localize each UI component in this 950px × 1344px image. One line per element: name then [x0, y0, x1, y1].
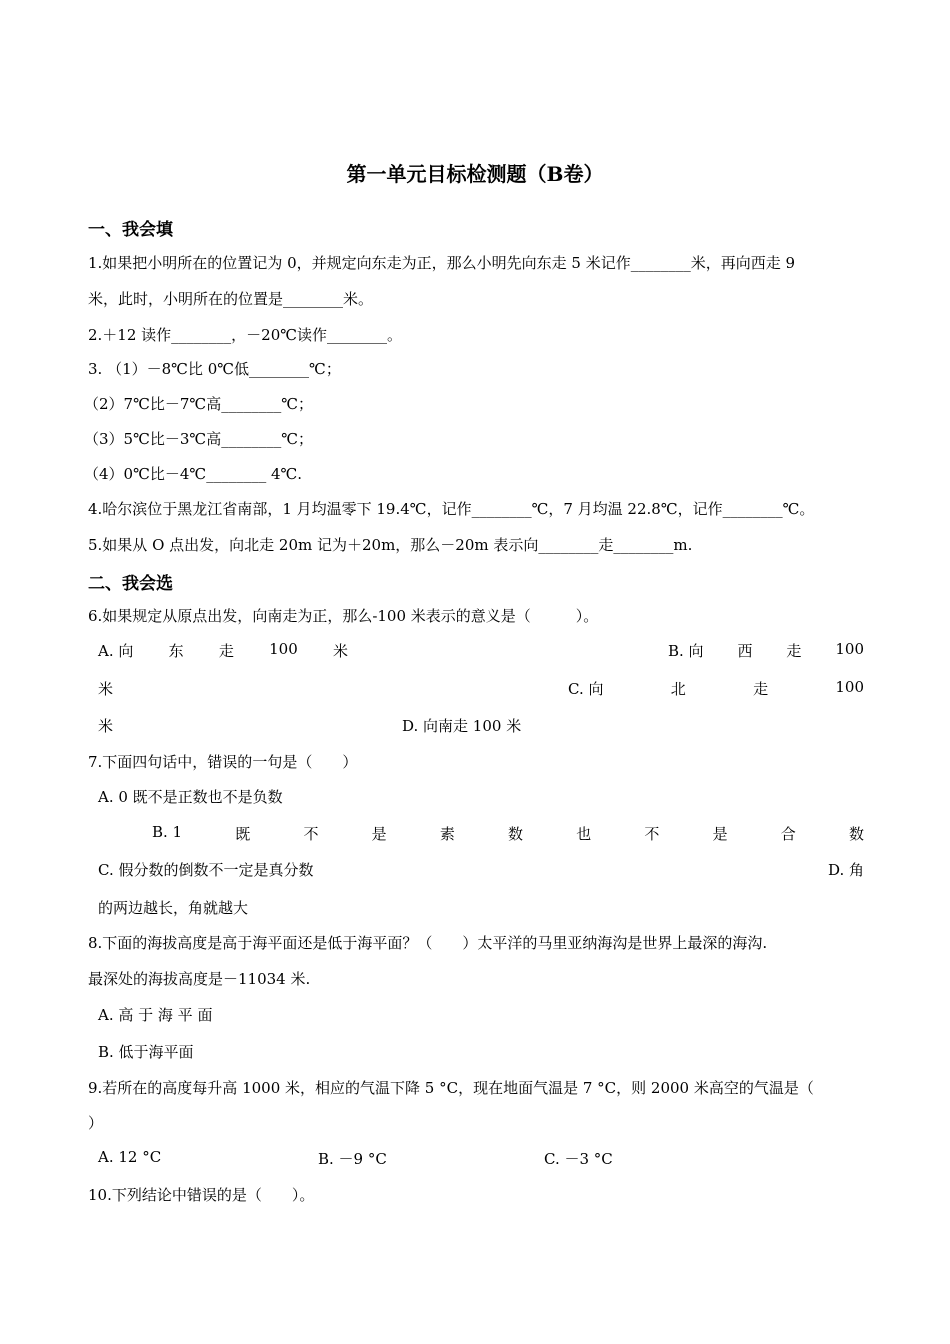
- q9-line1: 9.若所在的高度每升高 1000 米，相应的气温下降 5 °C，现在地面气温是 7 °C，则 2000 米高空的气温是（: [88, 1079, 814, 1097]
- q6-a-word: 走: [218, 642, 234, 660]
- q6-a-word: A. 向: [98, 642, 134, 660]
- q6-c-word: 北: [670, 680, 686, 698]
- q6-stem: 6.如果规定从原点出发，向南走为正，那么-100 米表示的意义是（ ）。: [88, 607, 599, 625]
- q6-option-a[interactable]: [98, 640, 348, 661]
- q7-b-word: 合: [780, 825, 796, 843]
- q6-c-word: C. 向: [568, 680, 604, 698]
- q8-option-a[interactable]: A. 高 于 海 平 面: [98, 1006, 213, 1024]
- q7-b-word: 是: [371, 825, 387, 843]
- q7-option-a[interactable]: A. 0 既不是正数也不是负数: [98, 788, 283, 806]
- q3-part4: （4）0℃比－4℃________ 4℃.: [84, 465, 303, 483]
- q3-part2: （2）7℃比－7℃高________℃；: [84, 395, 313, 413]
- q6-b-word: B. 向: [668, 642, 704, 660]
- q7-b-word: 数: [508, 825, 524, 843]
- q10-stem: 10.下列结论中错误的是（ ）。: [88, 1186, 315, 1204]
- q7-b-word: 数: [848, 825, 864, 843]
- q8-line2: 最深处的海拔高度是－11034 米.: [88, 970, 311, 988]
- q9-line2: ）: [88, 1114, 104, 1132]
- q2: 2.＋12 读作________，－20℃读作________。: [88, 326, 403, 344]
- q8-option-b[interactable]: B. 低于海平面: [98, 1043, 194, 1061]
- q6-b-word: 100: [835, 640, 864, 658]
- q7-option-c[interactable]: C. 假分数的倒数不一定是真分数: [98, 861, 314, 879]
- q6-a-word: 东: [168, 642, 184, 660]
- q7-b-word: B. 1: [152, 823, 183, 841]
- q9-option-a[interactable]: A. 12 °C: [98, 1148, 162, 1166]
- q6-a-word: 米: [332, 642, 348, 660]
- q9-option-c[interactable]: C. －3 °C: [544, 1150, 613, 1168]
- q6-b-word: 西: [737, 642, 753, 660]
- q1-line2: 米，此时，小明所在的位置是________米。: [88, 290, 374, 308]
- q3-part3: （3）5℃比－3℃高________℃；: [84, 430, 313, 448]
- q6-b-word: 走: [786, 642, 802, 660]
- q7-b-word: 也: [576, 825, 592, 843]
- q6-a-word: 100: [269, 640, 298, 658]
- q7-b-word: 不: [303, 825, 319, 843]
- q5: 5.如果从 O 点出发，向北走 20m 记为＋20m，那么－20m 表示向________走________m.: [88, 536, 693, 554]
- q6-c-word: 走: [753, 680, 769, 698]
- q6-option-b-cont: 米: [98, 680, 114, 698]
- q7-b-word: 不: [644, 825, 660, 843]
- q9-option-b[interactable]: B. －9 °C: [318, 1150, 387, 1168]
- q7-option-d[interactable]: D. 角: [827, 861, 864, 879]
- q7-b-word: 素: [439, 825, 455, 843]
- section-fill-heading: 一、我会填: [88, 220, 173, 240]
- q6-option-b[interactable]: [668, 640, 864, 661]
- section-choose-heading: 二、我会选: [88, 574, 173, 594]
- q4: 4.哈尔滨位于黑龙江省南部，1 月均温零下 19.4℃，记作________℃，7 月均温 22.8℃，记作________℃。: [88, 500, 815, 518]
- q6-option-c-cont: 米: [98, 717, 114, 735]
- q3-part1: 3. （1）－8℃比 0℃低________℃；: [88, 360, 341, 378]
- q7-stem: 7.下面四句话中，错误的一句是（ ）: [88, 753, 358, 771]
- q7-option-b[interactable]: [152, 823, 864, 844]
- q6-option-c[interactable]: [568, 678, 864, 699]
- q7-b-word: 是: [712, 825, 728, 843]
- page-title: 第一单元目标检测题（B卷）: [346, 162, 604, 186]
- q7-b-word: 既: [235, 825, 251, 843]
- q1-line1: 1.如果把小明所在的位置记为 0，并规定向东走为正，那么小明先向东走 5 米记作________米，再向西走 9: [88, 254, 796, 272]
- q6-option-d[interactable]: D. 向南走 100 米: [402, 717, 522, 735]
- q7-option-d-cont: 的两边越长，角就越大: [98, 899, 249, 917]
- q8-line1: 8.下面的海拔高度是高于海平面还是低于海平面？（ ）太平洋的马里亚纳海沟是世界上最深的海沟.: [88, 934, 768, 952]
- q6-c-word: 100: [835, 678, 864, 696]
